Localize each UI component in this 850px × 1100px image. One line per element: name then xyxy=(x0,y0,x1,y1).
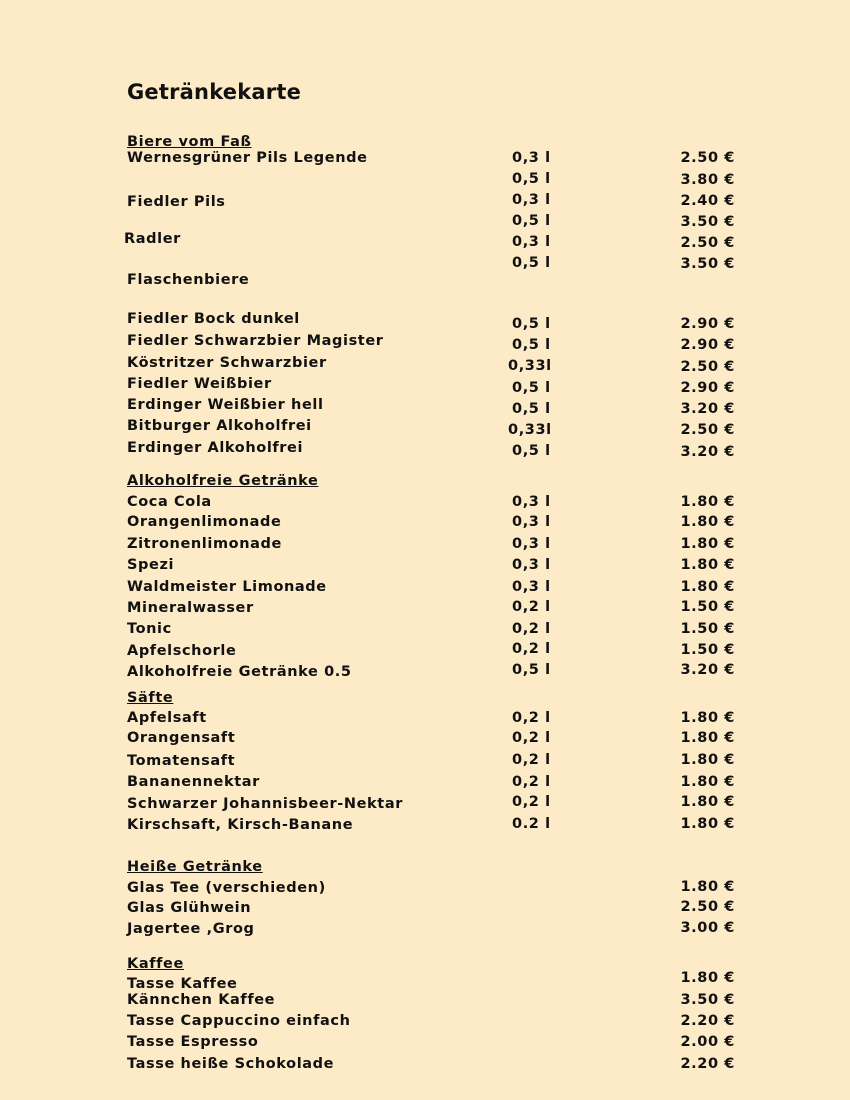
page-title: Getränkekarte xyxy=(127,80,302,104)
item-name: Tasse Espresso xyxy=(127,1034,259,1050)
item-name: Fiedler Bock dunkel xyxy=(127,311,300,327)
item-price: 2.40 € xyxy=(680,193,735,209)
item-price: 2.90 € xyxy=(680,316,735,332)
item-name: Tonic xyxy=(127,621,172,637)
item-volume: 0,3 l xyxy=(512,234,551,250)
item-price: 2.50 € xyxy=(680,150,735,166)
item-volume: 0,5 l xyxy=(512,213,551,229)
item-volume: 0,2 l xyxy=(512,774,551,790)
section-heading-kaffee: Kaffee xyxy=(127,956,184,972)
item-price: 1.80 € xyxy=(680,774,735,790)
item-name: Wernesgrüner Pils Legende xyxy=(127,150,368,166)
item-name: Radler xyxy=(124,231,181,247)
item-name: Kirschsaft, Kirsch-Banane xyxy=(127,817,354,833)
item-volume: 0,5 l xyxy=(512,316,551,332)
item-name: Fiedler Weißbier xyxy=(127,376,272,392)
item-volume: 0,3 l xyxy=(512,579,551,595)
section-heading-flaschenbiere: Flaschenbiere xyxy=(127,272,250,288)
item-price: 1.80 € xyxy=(680,816,735,832)
item-name: Alkoholfreie Getränke 0.5 xyxy=(127,664,352,680)
item-price: 3.20 € xyxy=(680,444,735,460)
item-volume: 0,5 l xyxy=(512,255,551,271)
item-name: Tasse Cappuccino einfach xyxy=(127,1013,351,1029)
item-price: 1.80 € xyxy=(680,970,735,986)
section-heading-saefte: Säfte xyxy=(127,690,174,706)
item-name: Orangensaft xyxy=(127,730,236,746)
item-name: Fiedler Schwarzbier Magister xyxy=(127,333,384,349)
item-volume: 0,2 l xyxy=(512,710,551,726)
item-price: 2.20 € xyxy=(680,1013,735,1029)
item-name: Tasse heiße Schokolade xyxy=(127,1056,335,1072)
item-volume: 0,2 l xyxy=(512,599,551,615)
item-name: Glas Glühwein xyxy=(127,900,252,916)
item-volume: 0,2 l xyxy=(512,730,551,746)
item-price: 1.80 € xyxy=(680,579,735,595)
item-price: 2.00 € xyxy=(680,1034,735,1050)
item-price: 3.20 € xyxy=(680,662,735,678)
item-price: 3.20 € xyxy=(680,401,735,417)
item-name: Waldmeister Limonade xyxy=(127,579,327,595)
item-name: Coca Cola xyxy=(127,494,212,510)
item-price: 1.80 € xyxy=(680,752,735,768)
item-price: 1.80 € xyxy=(680,710,735,726)
item-volume: 0,3 l xyxy=(512,514,551,530)
item-price: 2.90 € xyxy=(680,380,735,396)
item-name: Apfelsaft xyxy=(127,710,207,726)
item-volume: 0,3 l xyxy=(512,150,551,166)
item-volume: 0,5 l xyxy=(512,662,551,678)
item-price: 2.50 € xyxy=(680,422,735,438)
item-price: 1.80 € xyxy=(680,879,735,895)
item-price: 1.80 € xyxy=(680,730,735,746)
item-volume: 0,3 l xyxy=(512,192,551,208)
item-price: 2.50 € xyxy=(680,899,735,915)
item-volume: 0,2 l xyxy=(512,621,551,637)
item-name: Fiedler Pils xyxy=(127,194,226,210)
item-name: Orangenlimonade xyxy=(127,514,282,530)
item-name: Bananennektar xyxy=(127,774,260,790)
section-heading-alkoholfreie-getraenke: Alkoholfreie Getränke xyxy=(127,473,319,489)
item-volume: 0,3 l xyxy=(512,557,551,573)
item-volume: 0,2 l xyxy=(512,794,551,810)
item-price: 3.50 € xyxy=(680,214,735,230)
item-price: 2.20 € xyxy=(680,1056,735,1072)
item-price: 1.80 € xyxy=(680,494,735,510)
item-name: Schwarzer Johannisbeer-Nektar xyxy=(127,796,403,812)
item-price: 1.80 € xyxy=(680,514,735,530)
item-name: Kännchen Kaffee xyxy=(127,992,276,1008)
item-volume: 0.2 l xyxy=(512,816,551,832)
item-name: Erdinger Alkoholfrei xyxy=(127,440,304,456)
item-volume: 0,5 l xyxy=(512,337,551,353)
item-price: 1.50 € xyxy=(680,599,735,615)
item-name: Apfelschorle xyxy=(127,643,237,659)
section-heading-biere-vom-fass: Biere vom Faß xyxy=(127,134,252,150)
item-name: Zitronenlimonade xyxy=(127,536,282,552)
item-volume: 0,5 l xyxy=(512,401,551,417)
item-volume: 0,3 l xyxy=(512,494,551,510)
item-name: Köstritzer Schwarzbier xyxy=(127,355,327,371)
item-volume: 0,2 l xyxy=(512,641,551,657)
item-name: Spezi xyxy=(127,557,175,573)
item-name: Glas Tee (verschieden) xyxy=(127,880,326,896)
item-name: Jagertee ,Grog xyxy=(127,921,255,937)
item-price: 3.50 € xyxy=(680,256,735,272)
item-price: 1.80 € xyxy=(680,536,735,552)
item-price: 2.90 € xyxy=(680,337,735,353)
item-price: 1.80 € xyxy=(680,557,735,573)
item-price: 1.50 € xyxy=(680,621,735,637)
item-volume: 0,33l xyxy=(508,358,552,374)
item-price: 2.50 € xyxy=(680,235,735,251)
item-price: 2.50 € xyxy=(680,359,735,375)
item-price: 3.50 € xyxy=(680,992,735,1008)
item-volume: 0,3 l xyxy=(512,536,551,552)
item-volume: 0,5 l xyxy=(512,380,551,396)
item-volume: 0,5 l xyxy=(512,171,551,187)
item-name: Erdinger Weißbier hell xyxy=(127,397,324,413)
item-price: 1.50 € xyxy=(680,642,735,658)
item-volume: 0,5 l xyxy=(512,443,551,459)
item-price: 1.80 € xyxy=(680,794,735,810)
item-volume: 0,2 l xyxy=(512,752,551,768)
item-price: 3.80 € xyxy=(680,172,735,188)
item-name: Tomatensaft xyxy=(127,753,236,769)
item-name: Tasse Kaffee xyxy=(127,976,238,992)
item-name: Bitburger Alkoholfrei xyxy=(127,418,312,434)
item-price: 3.00 € xyxy=(680,920,735,936)
item-volume: 0,33l xyxy=(508,422,552,438)
section-heading-heisse-getraenke: Heiße Getränke xyxy=(127,859,263,875)
item-name: Mineralwasser xyxy=(127,600,254,616)
